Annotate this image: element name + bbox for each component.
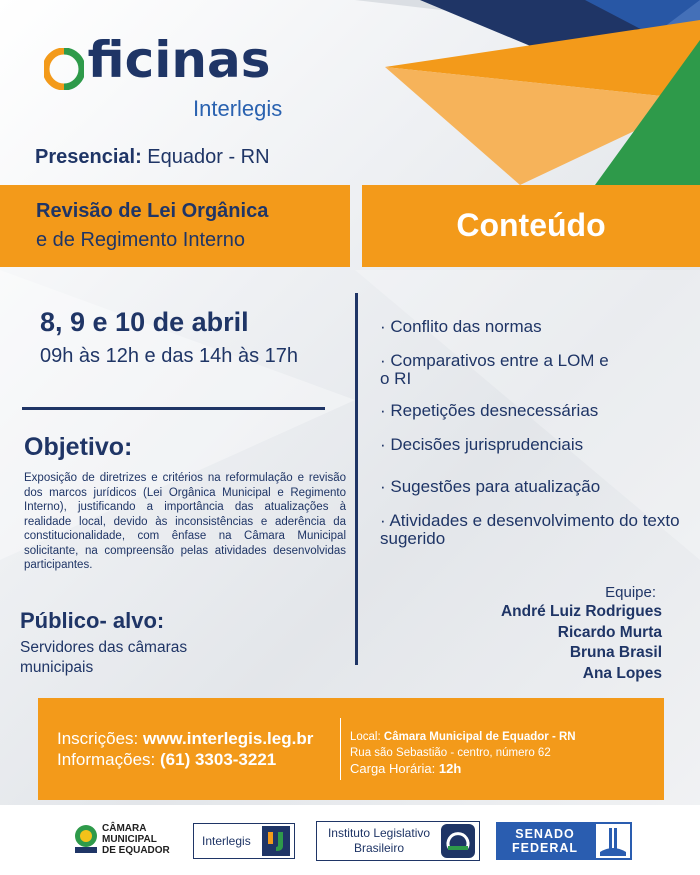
topic-box [0,185,350,267]
event-dates: 8, 9 e 10 de abril [40,307,249,337]
camara-line: CÂMARA [102,823,147,834]
ilb-line: Instituto Legislativo [327,826,431,840]
ilb-mark-icon [441,824,475,858]
camara-logo-text [102,823,170,856]
camara-line: DE EQUADOR [102,845,170,856]
content-item: · Atividades e desenvolvimento do texto sugerido [380,511,680,548]
venue-info [350,729,576,777]
team-member: Ricardo Murta [557,623,662,641]
objective-text: Exposição de diretrizes e critérios na reformulação e revisão dos marcos jurídicos (Lei Orgânica Municipal e Regimento Interno), justificando a importância das atualizações à realidade local, devido às inconsistências e aderência da constitucionalidade, com ênfase na Câmara Municipal solicitante, na compreensão pelas atividades desenvolvidas participantes. [24,472,346,571]
content-item: · Conflito das normas [380,317,542,336]
topic-title: Revisão de Lei Orgânica [36,200,269,222]
interlegis-logo-text: Interlegis [202,834,251,848]
content-item: · Decisões jurisprudenciais [380,435,584,454]
camara-crest-icon [72,822,100,856]
interlegis-mark-icon [262,826,290,856]
senado-mark-icon [596,824,630,858]
content-item: · Repetições desnecessárias [380,401,599,420]
location: Equador - RN [147,146,270,168]
venue-address: Rua são Sebastião - centro, número 62 [350,747,551,759]
registration-label: Inscrições: [57,729,139,748]
info-divider [340,718,341,780]
ilb-logo-text [322,826,436,856]
brand-title-text: ficinas [87,31,271,89]
workload-label: Carga Horária: [350,761,436,776]
divider [22,407,325,410]
topic-subtitle: e de Regimento Interno [36,229,246,251]
content-item: · Sugestões para atualização [380,477,601,496]
contact-info [57,728,313,770]
mode-label: Presencial: [35,146,142,168]
senado-line: SENADO [515,827,575,841]
brand-subtitle: Interlegis [193,96,283,121]
camara-line: MUNICIPAL [102,834,157,845]
phone-label: Informações: [57,750,156,769]
team-member: André Luiz Rodrigues [500,603,662,620]
senado-line: FEDERAL [511,841,579,855]
content-title: Conteúdo [456,207,606,243]
ilb-line: Brasileiro [353,841,404,855]
team-member: Ana Lopes [582,664,662,682]
audience-title: Público- alvo: [20,608,165,633]
objective-title: Objetivo: [24,433,133,461]
senado-logo-text [496,827,594,855]
phone-number: (61) 3303-3221 [160,750,277,769]
content-item: · Comparativos entre a LOM e o RI [380,351,609,388]
team [501,584,662,684]
audience-text: Servidores das câmaras municipais [20,639,188,676]
vertical-divider [355,293,358,665]
venue-label: Local: [350,731,381,743]
brand-title [45,30,270,90]
venue-name: Câmara Municipal de Equador - RN [383,731,576,743]
registration-link[interactable]: www.interlegis.leg.br [142,729,314,748]
mode-line [35,144,270,170]
workload-value: 12h [438,761,462,776]
event-hours: 09h às 12h e das 14h às 17h [40,345,298,367]
team-label: Equipe: [605,584,656,601]
team-member: Bruna Brasil [569,644,662,661]
